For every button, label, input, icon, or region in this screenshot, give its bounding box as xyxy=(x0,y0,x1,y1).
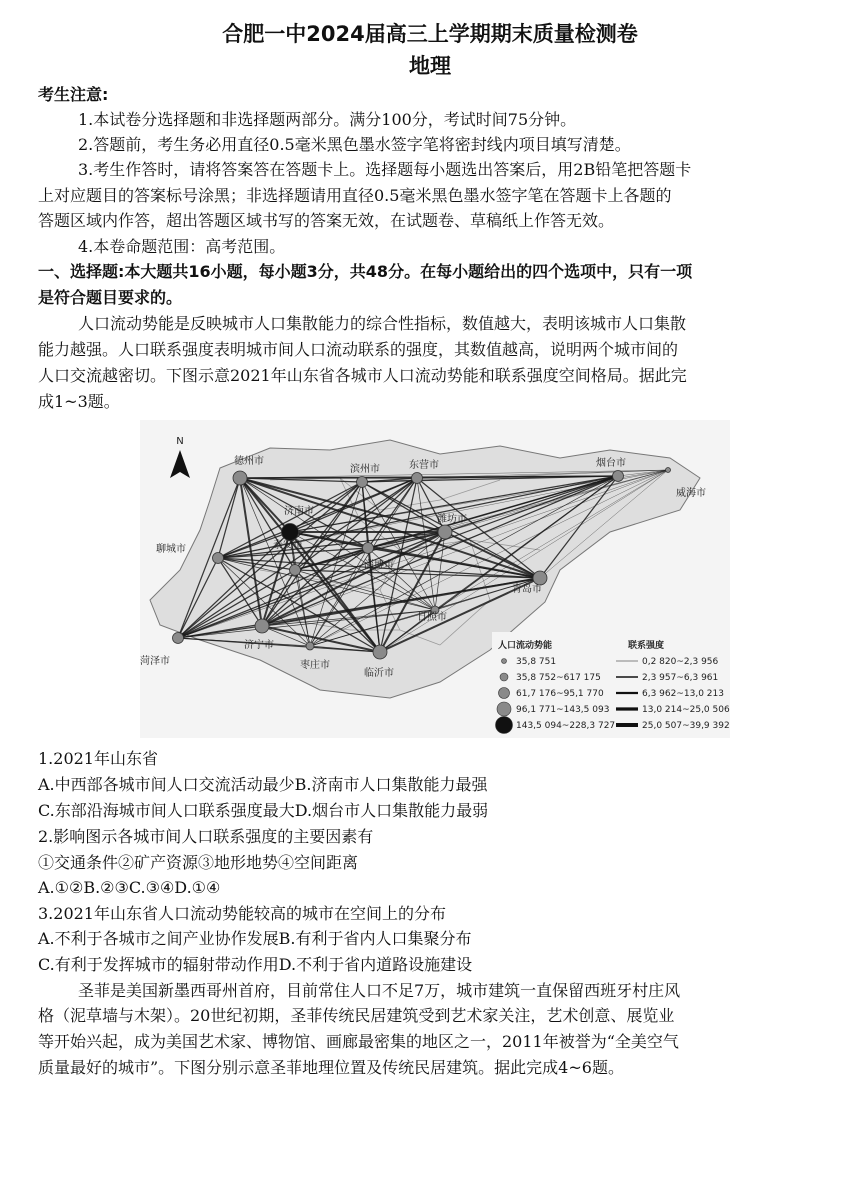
city-label: 威海市 xyxy=(676,488,706,499)
passage-line: 格（泥草墙与木架）。20世纪初期，圣菲传统民居建筑受到艺术家关注，艺术创意、展览业 xyxy=(38,1006,675,1025)
city-node xyxy=(533,571,547,585)
city-node xyxy=(613,471,624,482)
question-line: 1.2021年山东省 xyxy=(38,749,158,768)
subject-title: 地理 xyxy=(409,54,451,78)
legend-strength-label: 13,0 214~25,0 506 xyxy=(642,705,730,715)
legend-potential-symbol xyxy=(502,659,507,664)
passage-line: 圣菲是美国新墨西哥州首府，目前常住人口不足7万，城市建筑一直保留西班牙村庄风 xyxy=(78,981,681,1000)
legend-potential-label: 96,1 771~143,5 093 xyxy=(516,705,610,715)
passage-line: 能力越强。人口联系强度表明城市间人口流动联系的强度，其数值越高，说明两个城市间的 xyxy=(38,340,679,359)
city-label: 德州市 xyxy=(234,456,264,467)
notice-line: 上对应题目的答案标号涂黑；非选择题请用直径0.5毫米黑色墨水签字笔在答题卡上各题的 xyxy=(38,186,672,205)
notice-heading: 考生注意: xyxy=(38,85,109,104)
legend-potential-symbol xyxy=(499,688,510,699)
city-label: 聊城市 xyxy=(156,544,186,555)
city-node xyxy=(438,525,452,539)
city-node xyxy=(233,471,247,485)
legend-strength-label: 2,3 957~6,3 961 xyxy=(642,673,719,683)
north-label: N xyxy=(176,436,184,447)
section-heading: 是符合题目要求的。 xyxy=(38,288,183,307)
passage-line: 人口流动势能是反映城市人口集散能力的综合性指标，数值越大，表明该城市人口集散 xyxy=(78,314,687,333)
notice-line: 2.答题前，考生务必用直径0.5毫米黑色墨水签字笔将密封线内项目填写清楚。 xyxy=(78,135,631,154)
notice-line: 1.本试卷分选择题和非选择题两部分。满分100分，考试时间75分钟。 xyxy=(78,110,577,129)
city-node xyxy=(290,565,301,576)
notice-line: 3.考生作答时，请将答案答在答题卡上。选择题每小题选出答案后，用2B铅笔把答题卡 xyxy=(78,160,692,179)
city-node xyxy=(357,477,368,488)
question-line: ①交通条件②矿产资源③地形地势④空间距离 xyxy=(38,853,359,872)
question-line: A.中西部各城市间人口交流活动最少B.济南市人口集散能力最强 xyxy=(38,775,488,794)
city-label: 日照市 xyxy=(417,612,447,623)
question-line: 3.2021年山东省人口流动势能较高的城市在空间上的分布 xyxy=(38,904,446,923)
city-label: 枣庄市 xyxy=(300,660,330,671)
exam-title: 合肥一中2024届高三上学期期末质量检测卷 xyxy=(222,22,638,46)
city-label: 菏泽市 xyxy=(140,656,170,667)
city-node xyxy=(255,619,269,633)
legend-strength-label: 0,2 820~2,3 956 xyxy=(642,657,719,667)
city-node xyxy=(363,543,374,554)
city-node xyxy=(306,642,314,650)
city-label: 临沂市 xyxy=(364,668,394,679)
question-line: A.不利于各城市之间产业协作发展B.有利于省内人口集聚分布 xyxy=(38,929,472,948)
legend-strength-title: 联系强度 xyxy=(628,641,665,651)
legend-potential-symbol xyxy=(497,702,511,716)
city-label: 济宁市 xyxy=(244,640,274,651)
question-line: A.①②B.②③C.③④D.①④ xyxy=(38,878,221,897)
legend-potential-label: 35,8 752~617 175 xyxy=(516,673,601,683)
notice-line: 4.本卷命题范围：高考范围。 xyxy=(78,237,286,256)
notice-line: 答题区域内作答，超出答题区域书写的答案无效，在试题卷、草稿纸上作答无效。 xyxy=(38,211,615,230)
legend-potential-symbol xyxy=(500,673,508,681)
city-label: 淄博市 xyxy=(364,560,394,571)
question-line: 2.影响图示各城市间人口联系强度的主要因素有 xyxy=(38,827,374,846)
city-label: 济南市 xyxy=(284,506,314,517)
legend xyxy=(492,632,730,736)
city-node xyxy=(373,645,387,659)
question-line: C.有利于发挥城市的辐射带动作用D.不利于省内道路设施建设 xyxy=(38,955,473,974)
city-node xyxy=(213,553,224,564)
passage-line: 等开始兴起，成为美国艺术家、博物馆、画廊最密集的地区之一，2011年被誉为“全美空气 xyxy=(38,1032,679,1051)
city-label: 滨州市 xyxy=(350,464,380,475)
city-label: 泰安市 xyxy=(273,540,303,551)
section-heading: 一、选择题:本大题共16小题，每小题3分，共48分。在每小题给出的四个选项中，只有一项 xyxy=(38,262,693,281)
legend-potential-label: 35,8 751 xyxy=(516,657,557,667)
passage-line: 人口交流越密切。下图示意2021年山东省各城市人口流动势能和联系强度空间格局。据此完 xyxy=(38,366,687,385)
legend-potential-title: 人口流动势能 xyxy=(498,641,553,651)
passage-line: 成1~3题。 xyxy=(38,392,120,411)
legend-potential-symbol xyxy=(496,717,513,734)
city-label: 烟台市 xyxy=(596,458,626,469)
city-node xyxy=(412,473,423,484)
city-label: 东营市 xyxy=(409,460,439,471)
legend-strength-label: 25,0 507~39,9 392 xyxy=(642,721,730,731)
city-label: 青岛市 xyxy=(512,584,542,595)
city-node xyxy=(282,524,299,541)
city-label: 潍坊市 xyxy=(437,514,467,525)
passage-line: 质量最好的城市”。下图分别示意圣菲地理位置及传统民居建筑。据此完成4~6题。 xyxy=(38,1058,624,1077)
city-node xyxy=(173,633,184,644)
question-line: C.东部沿海城市间人口联系强度最大D.烟台市人口集散能力最弱 xyxy=(38,801,489,820)
legend-potential-label: 143,5 094~228,3 727 xyxy=(516,721,616,731)
legend-strength-label: 6,3 962~13,0 213 xyxy=(642,689,724,699)
city-node xyxy=(666,468,671,473)
shandong-map xyxy=(140,420,730,738)
legend-potential-label: 61,7 176~95,1 770 xyxy=(516,689,604,699)
